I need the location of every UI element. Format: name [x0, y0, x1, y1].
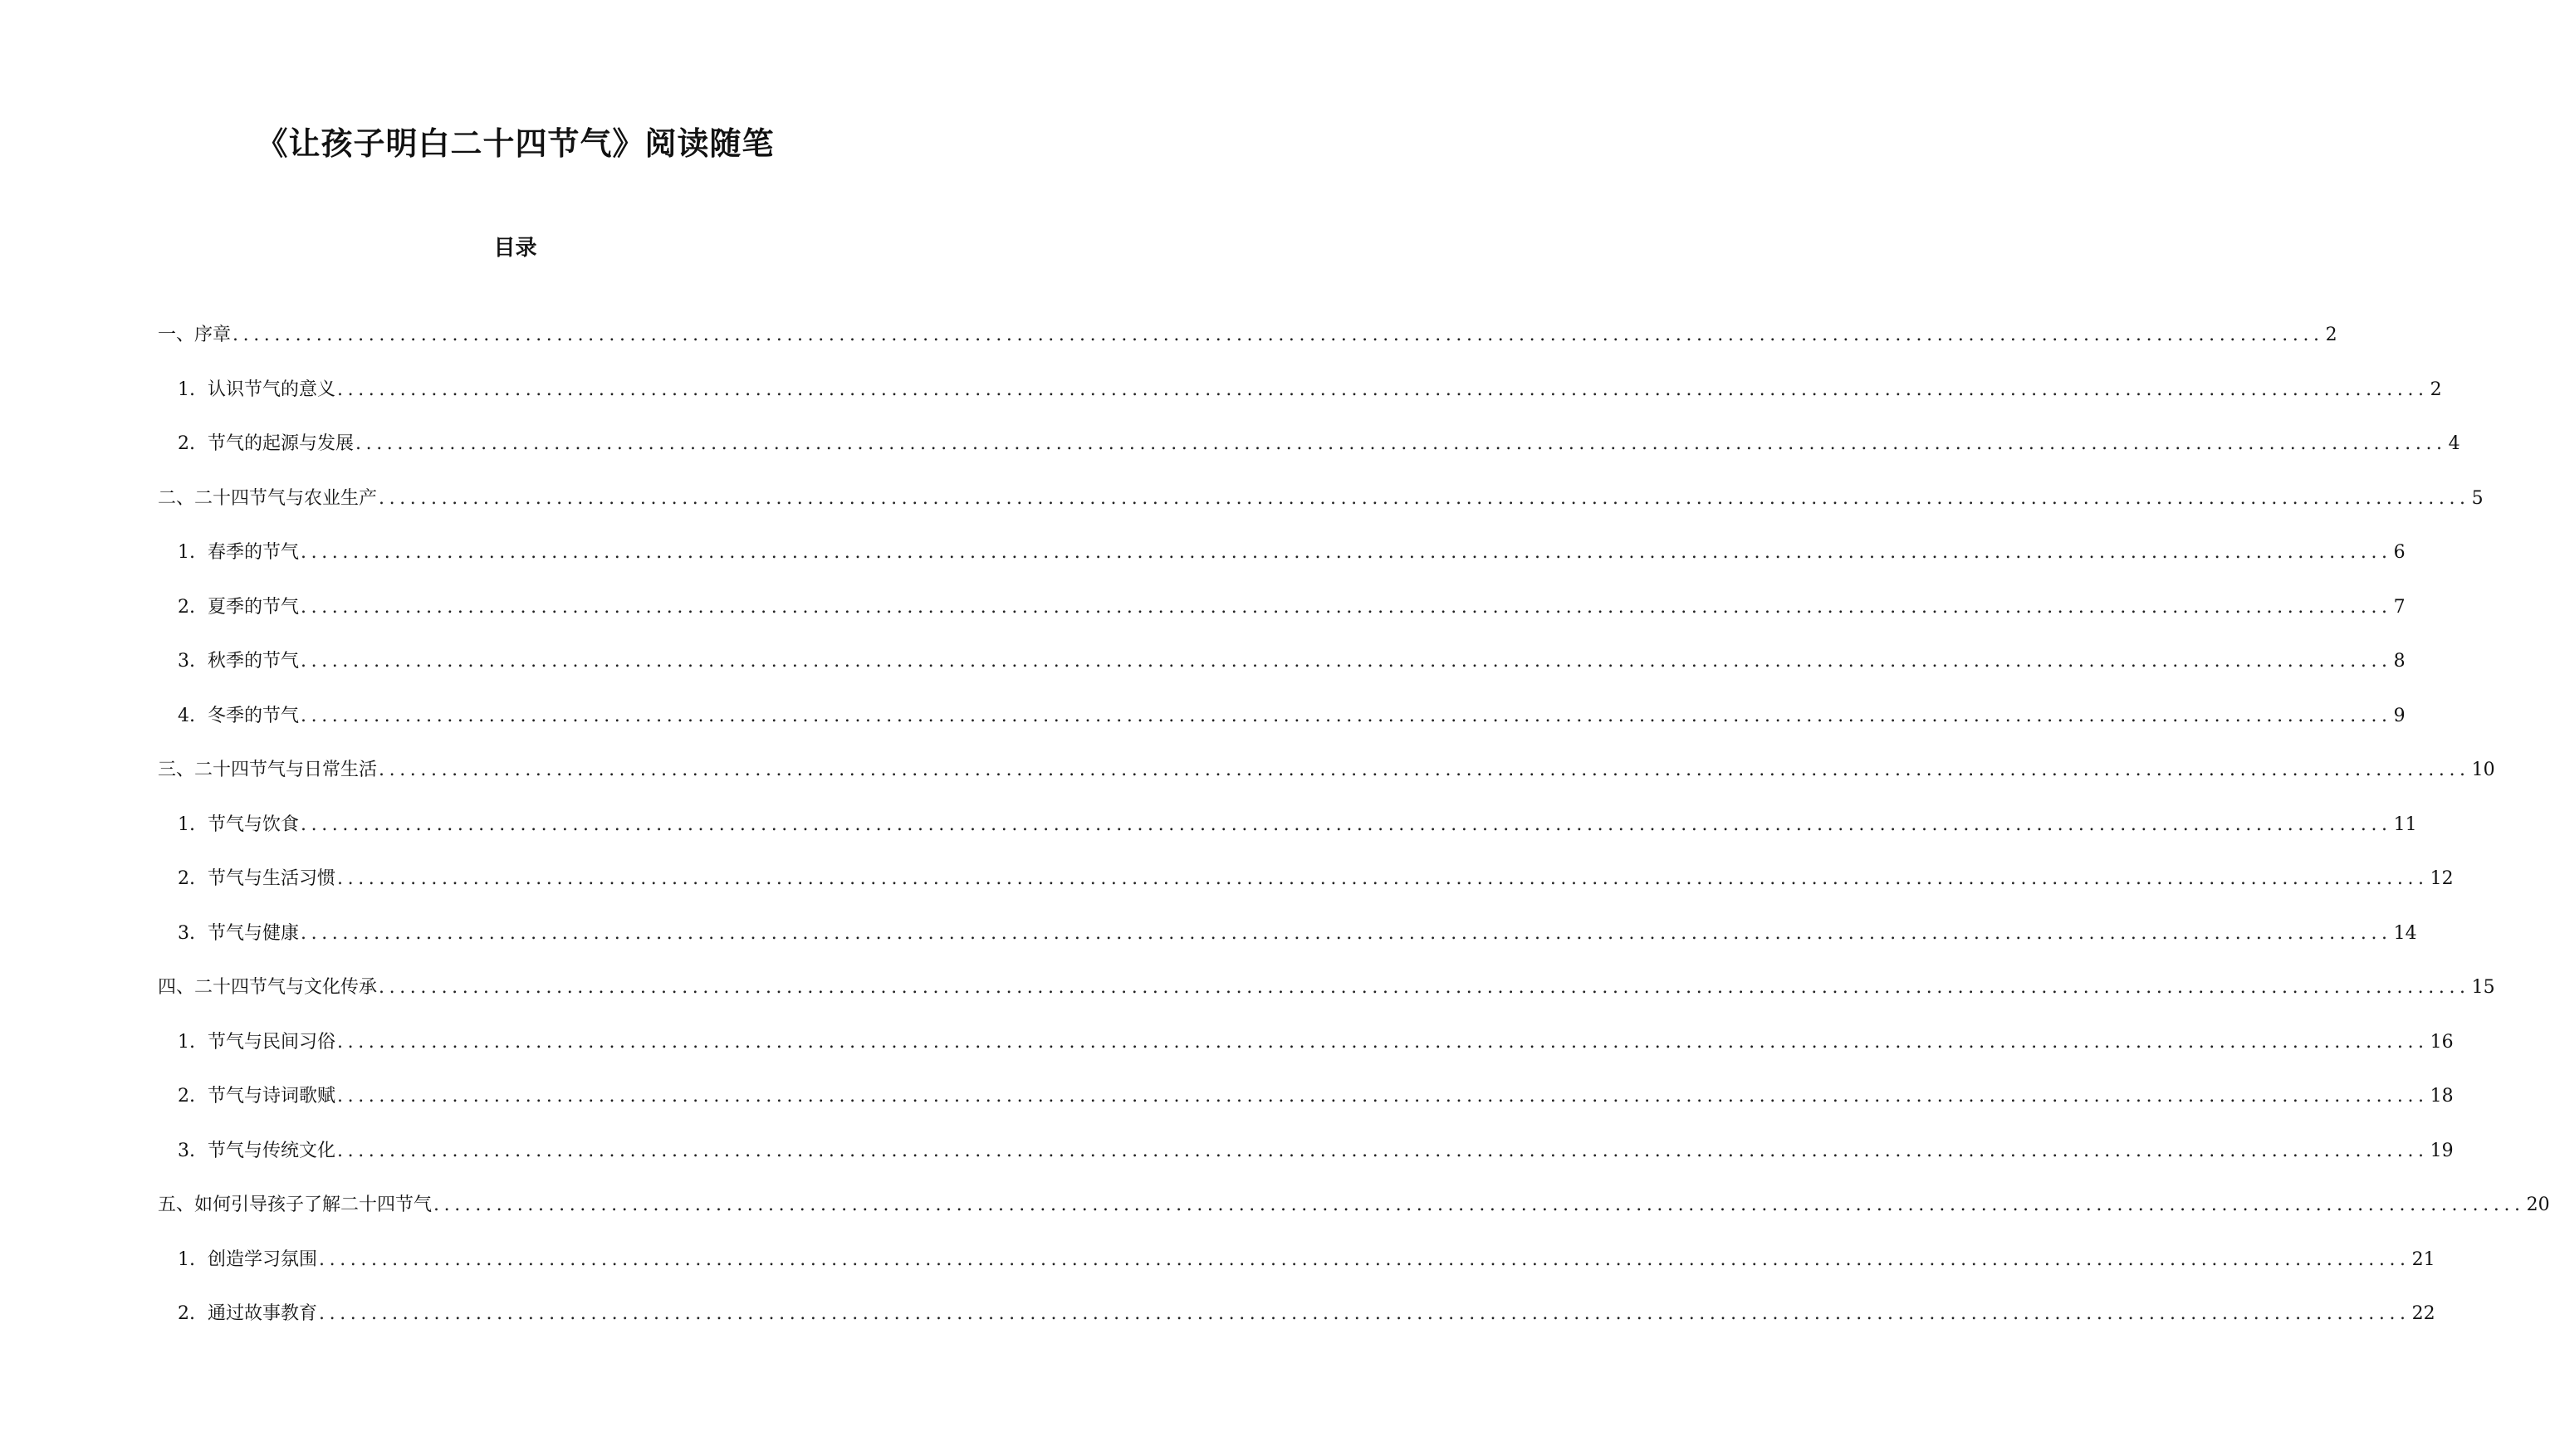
toc-entry-label: 五、如何引导孩子了解二十四节气	[158, 1195, 433, 1215]
toc-page-number: 15	[2471, 977, 2495, 998]
toc-entry-label: 三、二十四节气与日常生活	[158, 760, 378, 780]
toc-dot-leader: ........................................................................................................................................................................................................	[433, 1195, 2525, 1215]
toc-entry-number: 1.	[178, 1031, 195, 1053]
toc-section-entry[interactable]	[178, 810, 2417, 840]
toc-section-entry[interactable]	[178, 701, 2406, 731]
toc-chapter-entry[interactable]	[158, 973, 2495, 1003]
toc-entry-number: 2.	[178, 1086, 195, 1107]
toc-page-number: 19	[2430, 1140, 2454, 1161]
toc-page-number: 21	[2411, 1248, 2435, 1270]
toc-entry-label: 节气与民间习俗	[208, 1031, 336, 1053]
toc-entry-label: 节气与生活习惯	[208, 868, 336, 889]
toc-page-number: 7	[2393, 596, 2406, 618]
toc-entry-label: 春季的节气	[208, 542, 300, 563]
toc-entry-number: 1.	[178, 814, 195, 835]
toc-entry-number: 3.	[178, 1140, 195, 1161]
toc-page-number: 16	[2430, 1031, 2454, 1053]
toc-entry-label: 一、序章	[158, 325, 232, 345]
toc-dot-leader: ........................................................................................................................................................................................................	[301, 542, 2392, 563]
toc-section-entry[interactable]	[178, 1028, 2454, 1058]
toc-chapter-entry[interactable]	[158, 320, 2337, 350]
toc-page-number: 10	[2471, 760, 2495, 780]
toc-dot-leader: ........................................................................................................................................................................................................	[355, 433, 2447, 454]
toc-entry-number: 2.	[178, 868, 195, 889]
toc-section-entry[interactable]	[178, 919, 2417, 949]
toc-dot-leader: ........................................................................................................................................................................................................	[337, 1086, 2429, 1107]
toc-entry-label: 认识节气的意义	[208, 379, 336, 400]
toc-entry-number: 1.	[178, 542, 195, 563]
toc-entry-label: 二、二十四节气与农业生产	[158, 487, 378, 509]
toc-section-entry[interactable]	[178, 1299, 2435, 1329]
toc-dot-leader: ........................................................................................................................................................................................................	[301, 596, 2392, 618]
toc-section-entry[interactable]	[178, 1082, 2454, 1112]
toc-page-number: 14	[2393, 922, 2417, 944]
toc-entry-label: 创造学习氛围	[208, 1248, 318, 1270]
toc-entry-number: 1.	[178, 1248, 195, 1270]
toc-entry-label: 节气与诗词歌赋	[208, 1086, 336, 1107]
toc-section-entry[interactable]	[178, 375, 2442, 405]
toc-page-number: 8	[2393, 651, 2406, 672]
toc-page-number: 9	[2393, 705, 2406, 726]
toc-page-number: 4	[2448, 433, 2460, 454]
toc-page-number: 12	[2430, 868, 2454, 889]
toc-dot-leader: ........................................................................................................................................................................................................	[319, 1248, 2411, 1270]
document-title: 《让孩子明白二十四节气》阅读随笔	[256, 125, 775, 162]
toc-section-entry[interactable]	[178, 1245, 2435, 1275]
toc-entry-number: 4.	[178, 705, 195, 726]
toc-entry-label: 四、二十四节气与文化传承	[158, 977, 378, 998]
toc-dot-leader: ........................................................................................................................................................................................................	[337, 379, 2429, 400]
toc-entry-label: 秋季的节气	[208, 651, 300, 672]
toc-heading: 目录	[493, 236, 537, 261]
toc-page-number: 2	[2325, 325, 2337, 345]
toc-chapter-entry[interactable]	[158, 755, 2495, 785]
toc-dot-leader: ........................................................................................................................................................................................................	[337, 1140, 2429, 1161]
toc-dot-leader: ........................................................................................................................................................................................................	[301, 651, 2392, 672]
toc-section-entry[interactable]	[178, 429, 2460, 459]
toc-dot-leader: ........................................................................................................................................................................................................	[301, 922, 2392, 944]
toc-page-number: 5	[2471, 487, 2484, 509]
toc-entry-number: 2.	[178, 1303, 195, 1324]
toc-dot-leader: ........................................................................................................................................................................................................	[337, 1031, 2429, 1053]
toc-entry-number: 3.	[178, 922, 195, 944]
toc-entry-number: 2.	[178, 433, 195, 454]
toc-section-entry[interactable]	[178, 1136, 2454, 1166]
toc-page-number: 20	[2526, 1195, 2550, 1215]
toc-section-entry[interactable]	[178, 593, 2406, 623]
toc-page-number: 22	[2411, 1303, 2435, 1324]
toc-entry-label: 节气与饮食	[208, 814, 300, 835]
toc-entry-label: 节气与传统文化	[208, 1140, 336, 1161]
toc-section-entry[interactable]	[178, 647, 2406, 677]
toc-entry-number: 3.	[178, 651, 195, 672]
toc-dot-leader: ........................................................................................................................................................................................................	[337, 868, 2429, 889]
toc-entry-label: 冬季的节气	[208, 705, 300, 726]
toc-dot-leader: ........................................................................................................................................................................................................	[301, 705, 2392, 726]
toc-dot-leader: ........................................................................................................................................................................................................	[379, 977, 2470, 998]
toc-chapter-entry[interactable]	[158, 1190, 2550, 1220]
toc-dot-leader: ........................................................................................................................................................................................................	[301, 814, 2392, 835]
toc-chapter-entry[interactable]	[158, 484, 2484, 514]
toc-dot-leader: ........................................................................................................................................................................................................	[379, 760, 2470, 780]
toc-page-number: 6	[2393, 542, 2406, 563]
toc-page-number: 11	[2393, 814, 2417, 835]
toc-entry-label: 节气的起源与发展	[208, 433, 355, 454]
toc-dot-leader: ........................................................................................................................................................................................................	[379, 487, 2470, 509]
toc-section-entry[interactable]	[178, 538, 2406, 568]
toc-entry-number: 1.	[178, 379, 195, 400]
toc-entry-label: 通过故事教育	[208, 1303, 318, 1324]
toc-entry-label: 夏季的节气	[208, 596, 300, 618]
toc-dot-leader: ........................................................................................................................................................................................................	[319, 1303, 2411, 1324]
toc-entry-number: 2.	[178, 596, 195, 618]
toc-page-number: 18	[2430, 1086, 2454, 1107]
toc-entry-label: 节气与健康	[208, 922, 300, 944]
toc-page-number: 2	[2430, 379, 2442, 400]
toc-dot-leader: ........................................................................................................................................................................................................	[232, 325, 2324, 345]
toc-section-entry[interactable]	[178, 864, 2454, 894]
